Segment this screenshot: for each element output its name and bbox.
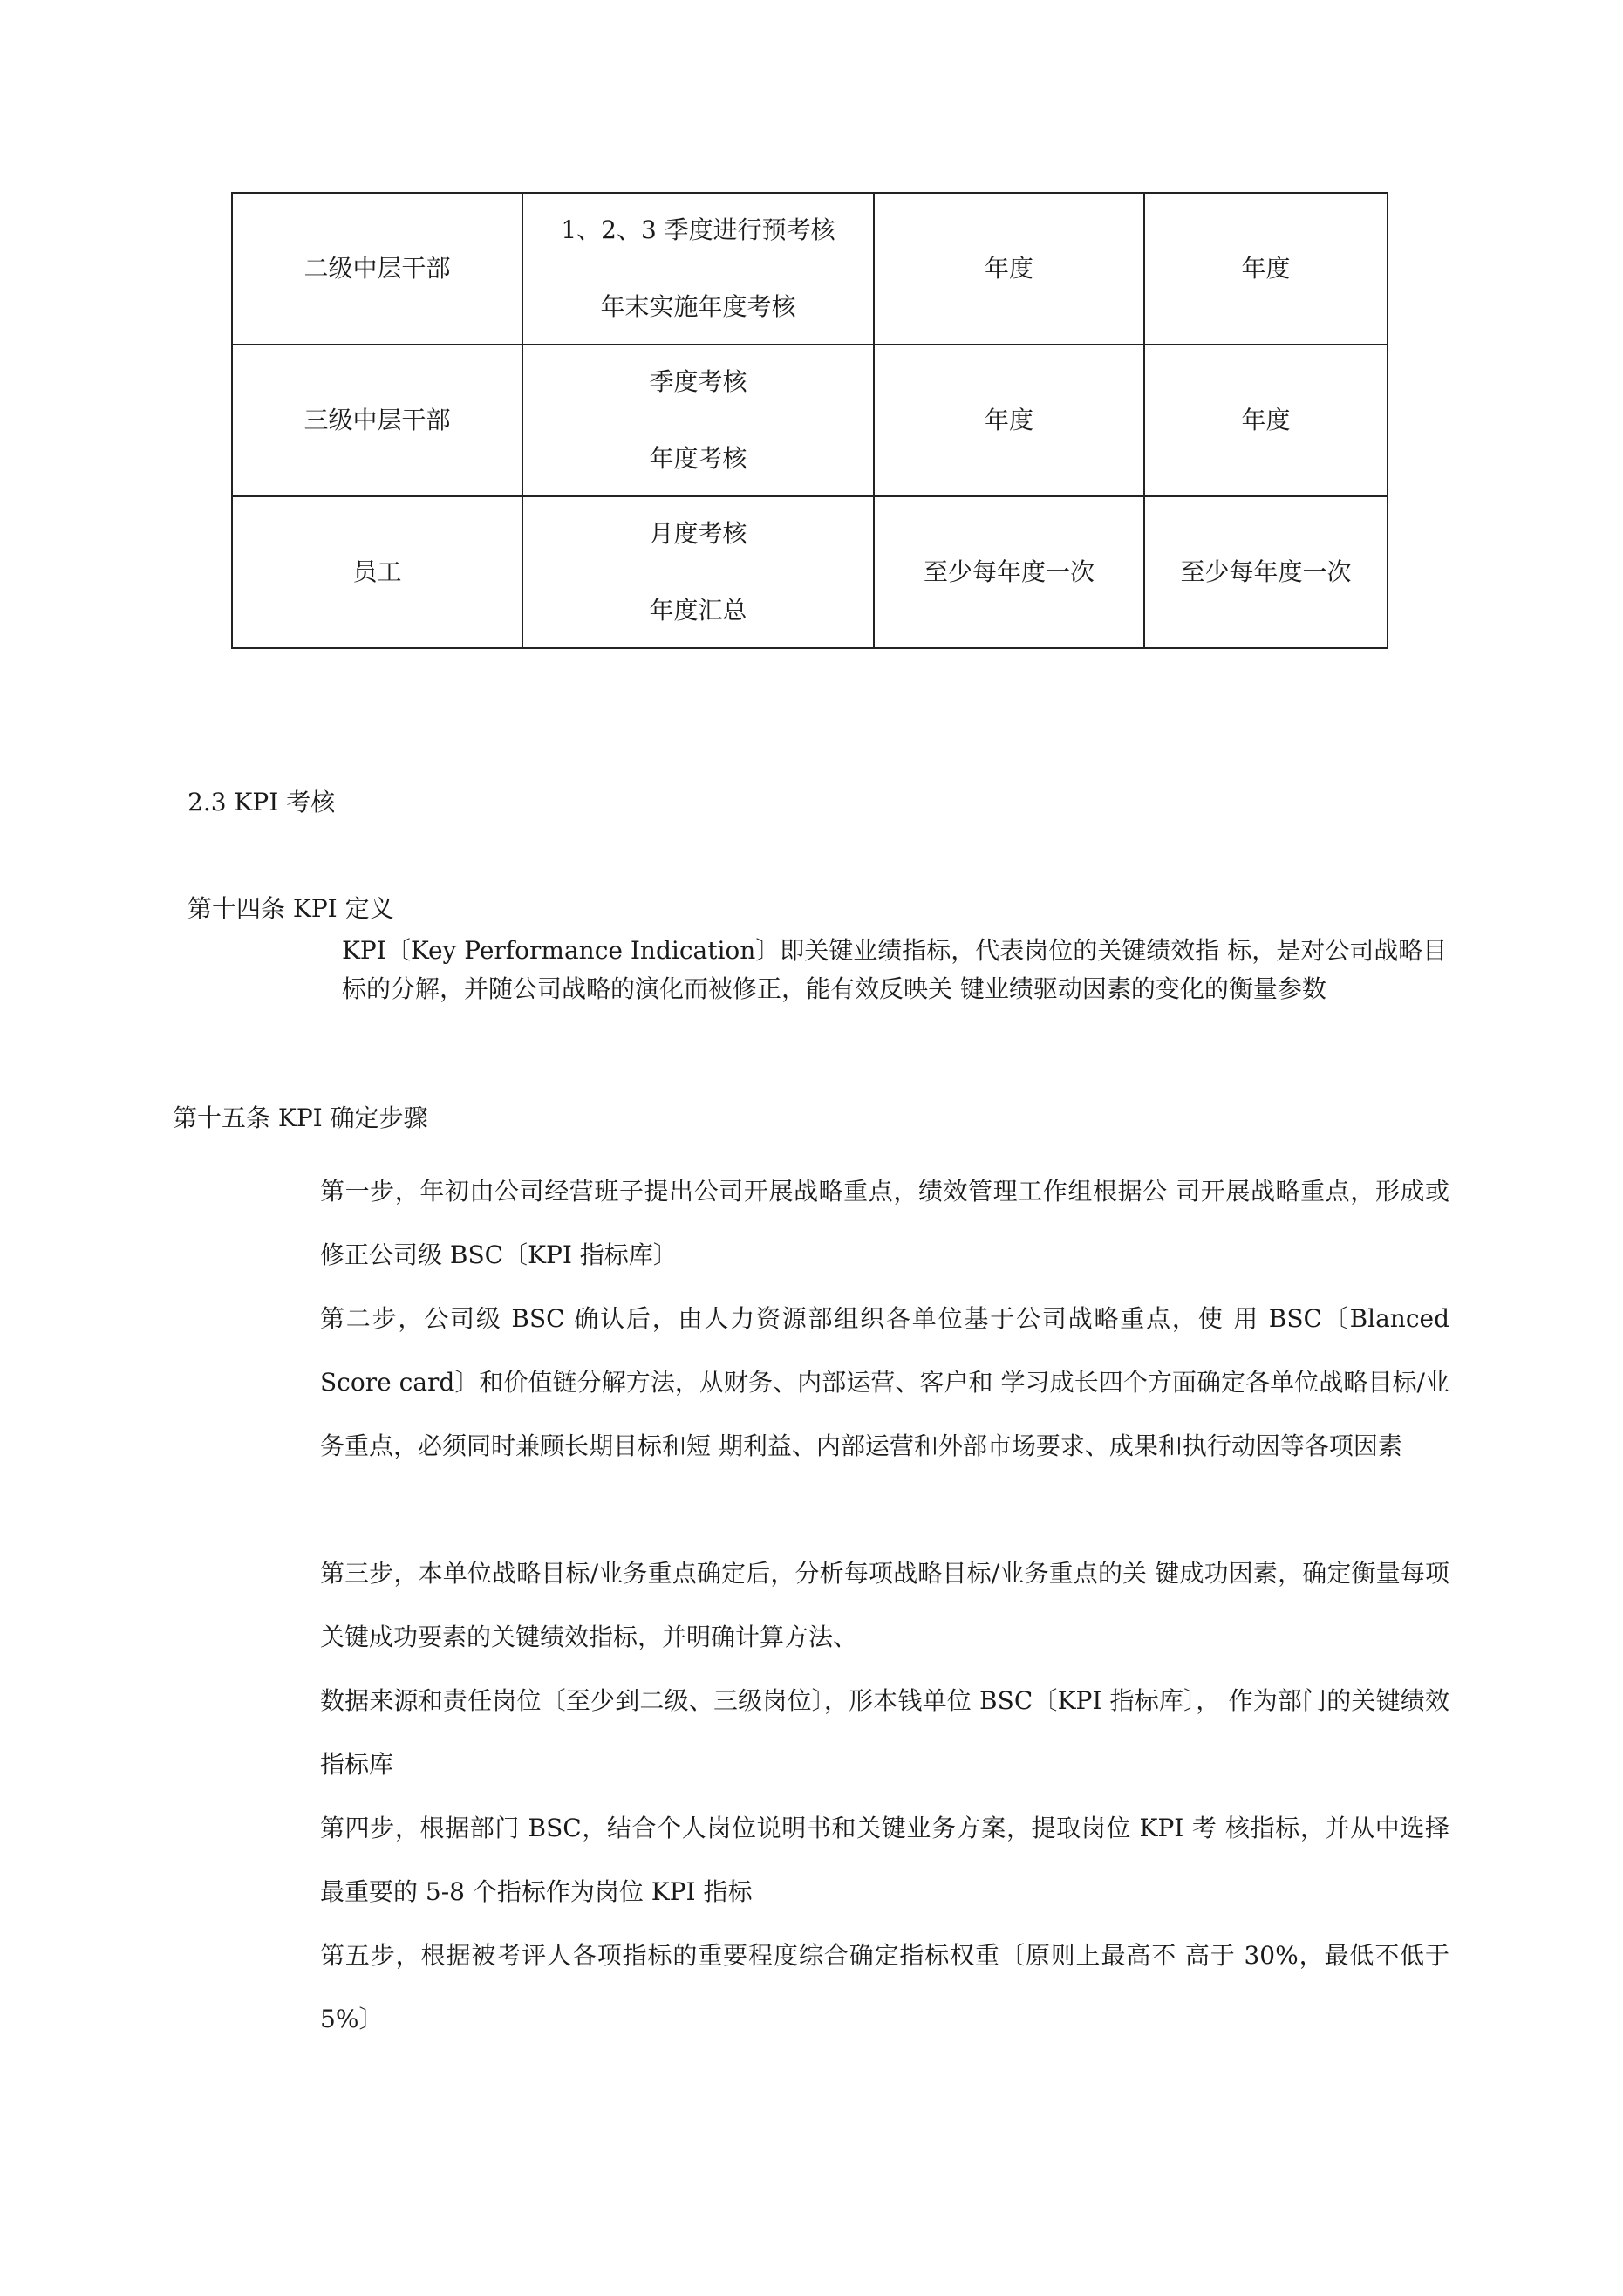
step-4-paragraph: 第四步，根据部门 BSC，结合个人岗位说明书和关键业务方案，提取岗位 KPI 考 核指标，并从中选择最重要的 5-8 个指标作为岗位 KPI 指标 xyxy=(320,1814,1449,1906)
article-14-title: 第十四条 KPI 定义 xyxy=(188,894,394,923)
table-cell-method xyxy=(522,496,874,648)
method-line: 年度考核 xyxy=(649,444,747,473)
table-row xyxy=(232,345,1388,496)
step-2-paragraph: 第二步，公司级 BSC 确认后，由人力资源部组织各单位基于公司战略重点，使 用 BSC〔Blanced Score card〕和价值链分解方法，从财务、内部运营、客户和 学习成长四个方面确定各单位战略目标/业务重点，必须同时兼顾长期目标和短 期利益、内部运营和外部市场要求、成果和执行动因等各项因素 xyxy=(320,1304,1449,1460)
table-cell-level: 员工 xyxy=(232,496,522,648)
table-cell-col3: 年度 xyxy=(874,193,1144,345)
table-row xyxy=(232,193,1388,345)
table-cell-method xyxy=(522,193,874,345)
table-cell-level: 三级中层干部 xyxy=(232,345,522,496)
table-cell-level: 二级中层干部 xyxy=(232,193,522,345)
table-cell-method xyxy=(522,345,874,496)
method-line: 年末实施年度考核 xyxy=(600,292,796,321)
table-cell-col3: 年度 xyxy=(874,345,1144,496)
table-row xyxy=(232,496,1388,648)
review-cycle-table xyxy=(231,192,1388,649)
method-line: 月度考核 xyxy=(649,519,747,548)
method-line: 年度汇总 xyxy=(649,596,747,625)
table-cell-col3: 至少每年度一次 xyxy=(874,496,1144,648)
table-cell-col4: 年度 xyxy=(1144,345,1388,496)
step-3-paragraph-b: 数据来源和责任岗位〔至少到二级、三级岗位〕，形本钱单位 BSC〔KPI 指标库〕， 作为部门的关键绩效指标库 xyxy=(320,1686,1449,1779)
article-15-title: 第十五条 KPI 确定步骤 xyxy=(173,1104,428,1132)
method-line: 季度考核 xyxy=(649,367,747,396)
table-cell-col4: 至少每年度一次 xyxy=(1144,496,1388,648)
step-5-paragraph: 第五步，根据被考评人各项指标的重要程度综合确定指标权重〔原则上最高不 高于 30%，最低不低于 5%〕 xyxy=(320,1941,1449,2033)
article-14-body: KPI〔Key Performance Indication〕即关键业绩指标，代表岗位的关键绩效指 标，是对公司战略目标的分解，并随公司战略的演化而被修正，能有效反映关 键业绩驱动因素的变化的衡量参数 xyxy=(342,936,1448,1003)
section-heading: 2.3 KPI 考核 xyxy=(188,788,336,817)
method-line: 1、2、3 季度进行预考核 xyxy=(561,215,835,244)
step-1-paragraph: 第一步，年初由公司经营班子提出公司开展战略重点，绩效管理工作组根据公 司开展战略重点，形成或修正公司级 BSC〔KPI 指标库〕 xyxy=(320,1177,1449,1269)
step-3-paragraph-a: 第三步，本单位战略目标/业务重点确定后，分析每项战略目标/业务重点的关 键成功因素，确定衡量每项关键成功要素的关键绩效指标，并明确计算方法、 xyxy=(320,1559,1449,1651)
table-cell-col4: 年度 xyxy=(1144,193,1388,345)
